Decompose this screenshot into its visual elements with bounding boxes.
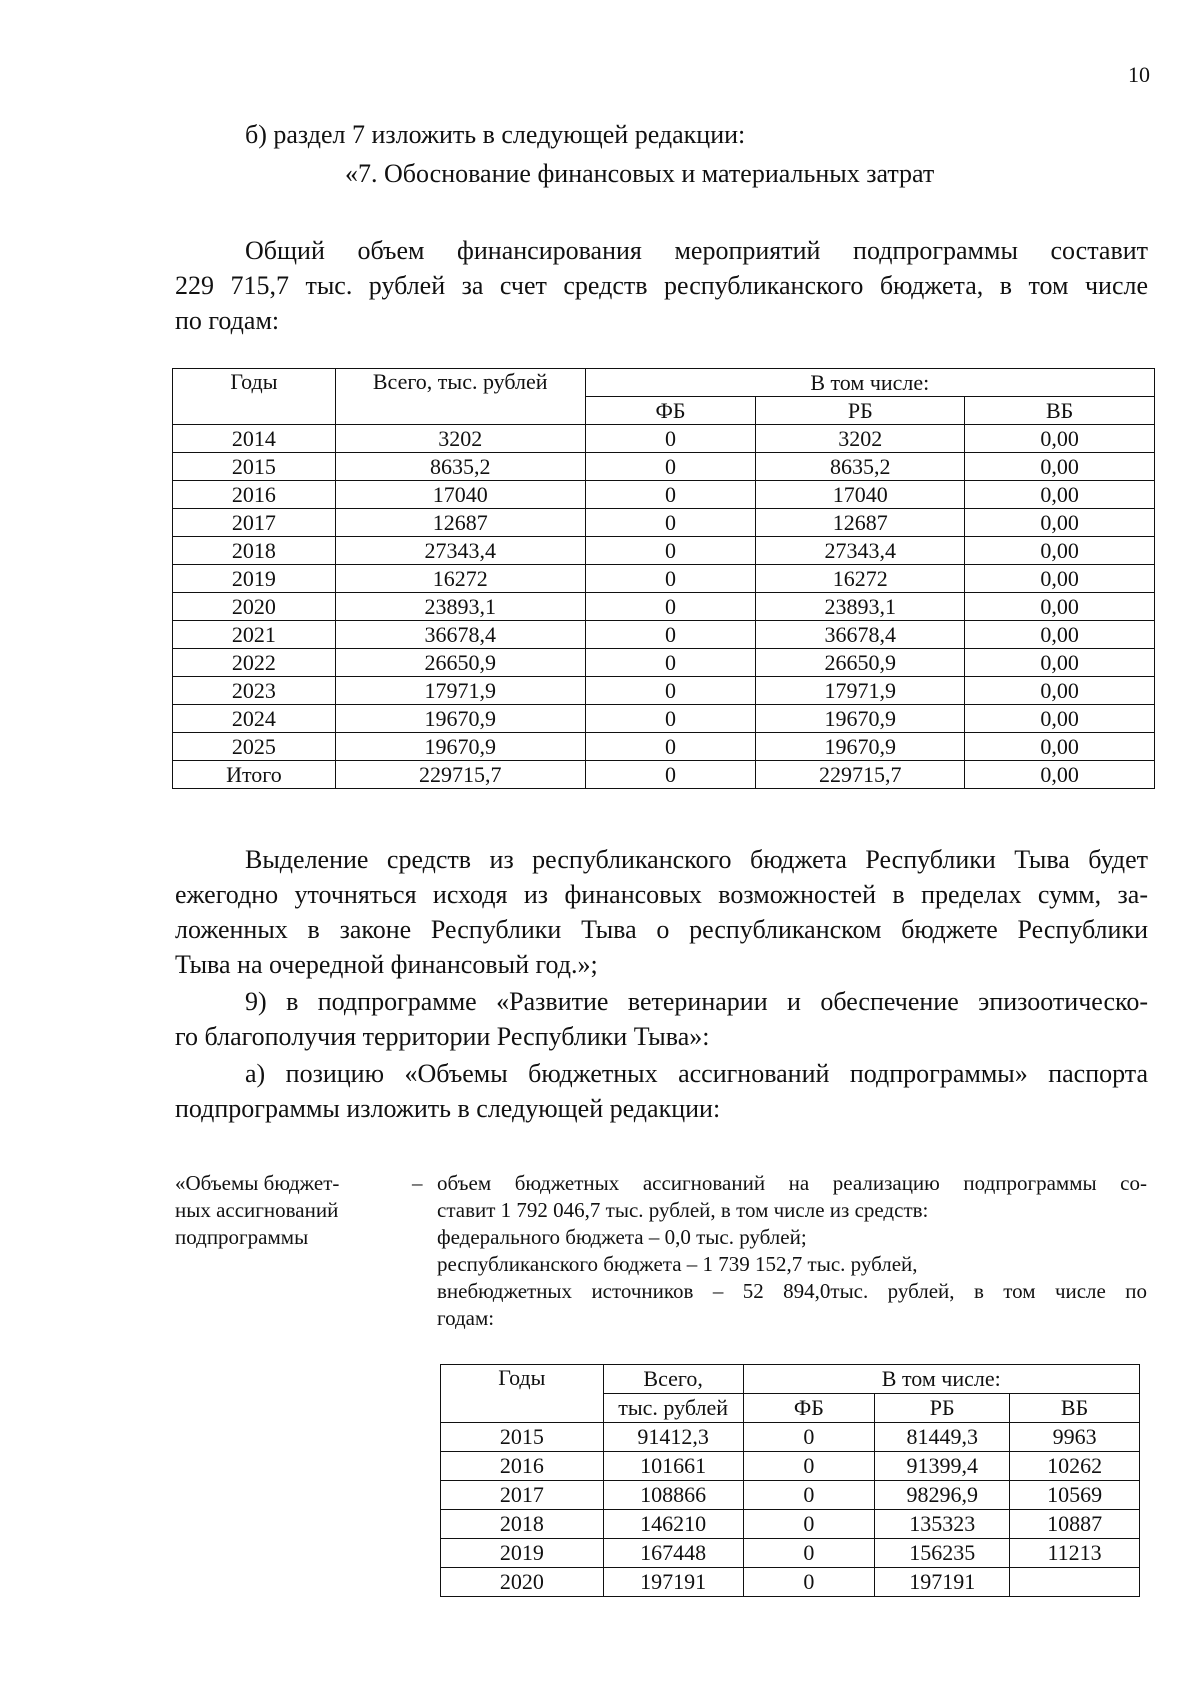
para-line: а) позицию «Объемы бюджетных ассигнований подпрограммы» паспорта bbox=[245, 1059, 1148, 1088]
cell-total: 12687 bbox=[335, 509, 585, 537]
cell-rb: 16272 bbox=[756, 565, 965, 593]
table-row bbox=[173, 593, 1155, 621]
table-row bbox=[173, 425, 1155, 453]
cell-fb: 0 bbox=[585, 677, 756, 705]
cell-fb: 0 bbox=[585, 621, 756, 649]
passport-text-line: федерального бюджета – 0,0 тыс. рублей; bbox=[437, 1225, 807, 1249]
table-row bbox=[441, 1452, 1140, 1481]
cell-vb: 10569 bbox=[1010, 1481, 1140, 1510]
cell-year: 2014 bbox=[173, 425, 336, 453]
table-row bbox=[441, 1481, 1140, 1510]
passport-text-line: внебюджетных источников – 52 894,0тыс. рублей, в том числе по bbox=[437, 1279, 1147, 1303]
cell-fb: 0 bbox=[743, 1539, 875, 1568]
cell-vb: 11213 bbox=[1010, 1539, 1140, 1568]
cell-fb: 0 bbox=[585, 649, 756, 677]
cell-total: 146210 bbox=[603, 1510, 743, 1539]
cell-total: 26650,9 bbox=[335, 649, 585, 677]
cell-rb: 36678,4 bbox=[756, 621, 965, 649]
cell-rb: 12687 bbox=[756, 509, 965, 537]
header-years: Годы bbox=[173, 369, 336, 425]
cell-vb bbox=[1010, 1568, 1140, 1597]
cell-year: 2017 bbox=[441, 1481, 604, 1510]
cell-rb: 26650,9 bbox=[756, 649, 965, 677]
intro-paragraph bbox=[175, 233, 1148, 338]
passport-text bbox=[437, 1170, 1147, 1332]
table-row bbox=[173, 733, 1155, 761]
cell-rb: 23893,1 bbox=[756, 593, 965, 621]
cell-rb: 8635,2 bbox=[756, 453, 965, 481]
cell-total: 36678,4 bbox=[335, 621, 585, 649]
cell-vb: 0,00 bbox=[965, 425, 1155, 453]
header-total: Всего, bbox=[603, 1365, 743, 1394]
header-fb: ФБ bbox=[585, 397, 756, 425]
cell-rb: 98296,9 bbox=[875, 1481, 1010, 1510]
cell-fb: 0 bbox=[585, 593, 756, 621]
table-row bbox=[441, 1510, 1140, 1539]
cell-year: 2021 bbox=[173, 621, 336, 649]
cell-rb: 19670,9 bbox=[756, 733, 965, 761]
cell-vb: 10887 bbox=[1010, 1510, 1140, 1539]
cell-year: 2022 bbox=[173, 649, 336, 677]
passport-label-line: подпрограммы bbox=[175, 1225, 309, 1249]
table-row bbox=[173, 705, 1155, 733]
cell-vb: 0,00 bbox=[965, 565, 1155, 593]
cell-vb: 10262 bbox=[1010, 1452, 1140, 1481]
header-rb: РБ bbox=[756, 397, 965, 425]
cell-vb: 0,00 bbox=[965, 621, 1155, 649]
cell-year: Итого bbox=[173, 761, 336, 789]
header-vb: ВБ bbox=[965, 397, 1155, 425]
cell-fb: 0 bbox=[585, 509, 756, 537]
cell-year: 2019 bbox=[173, 565, 336, 593]
cell-fb: 0 bbox=[585, 453, 756, 481]
cell-vb: 0,00 bbox=[965, 761, 1155, 789]
cell-total: 91412,3 bbox=[603, 1423, 743, 1452]
para-line: го благополучия территории Республики Тыва»: bbox=[175, 1022, 710, 1051]
table-row bbox=[173, 677, 1155, 705]
cell-year: 2016 bbox=[173, 481, 336, 509]
cell-total: 197191 bbox=[603, 1568, 743, 1597]
para-line: Тыва на очередной финансовый год.»; bbox=[175, 950, 598, 979]
cell-rb: 229715,7 bbox=[756, 761, 965, 789]
para-line: подпрограммы изложить в следующей редакции: bbox=[175, 1094, 721, 1123]
para-line: Выделение средств из республиканского бюджета Республики Тыва будет bbox=[245, 845, 1148, 874]
passport-label-line: «Объемы бюджет- bbox=[175, 1171, 340, 1195]
cell-rb: 19670,9 bbox=[756, 705, 965, 733]
cell-rb: 17971,9 bbox=[756, 677, 965, 705]
cell-fb: 0 bbox=[743, 1481, 875, 1510]
veterinary-financing-table bbox=[440, 1364, 1140, 1597]
table-row bbox=[173, 649, 1155, 677]
para-line: ежегодно уточняться исходя из финансовых возможностей в пределах сумм, за- bbox=[175, 880, 1148, 909]
table-row bbox=[173, 537, 1155, 565]
cell-vb: 0,00 bbox=[965, 593, 1155, 621]
header-vb: ВБ bbox=[1010, 1394, 1140, 1423]
cell-total: 23893,1 bbox=[335, 593, 585, 621]
table-row bbox=[173, 565, 1155, 593]
cell-vb: 0,00 bbox=[965, 509, 1155, 537]
header-years: Годы bbox=[441, 1365, 604, 1423]
header-rb: РБ bbox=[875, 1394, 1010, 1423]
cell-rb: 17040 bbox=[756, 481, 965, 509]
cell-year: 2015 bbox=[173, 453, 336, 481]
cell-year: 2025 bbox=[173, 733, 336, 761]
cell-total: 17971,9 bbox=[335, 677, 585, 705]
cell-rb: 156235 bbox=[875, 1539, 1010, 1568]
header-including: В том числе: bbox=[743, 1365, 1139, 1394]
cell-vb: 0,00 bbox=[965, 705, 1155, 733]
cell-total: 108866 bbox=[603, 1481, 743, 1510]
cell-total: 167448 bbox=[603, 1539, 743, 1568]
cell-fb: 0 bbox=[585, 733, 756, 761]
header-including: В том числе: bbox=[585, 369, 1154, 397]
cell-year: 2018 bbox=[441, 1510, 604, 1539]
para-line: 9) в подпрограмме «Развитие ветеринарии и обеспечение эпизоотическо- bbox=[245, 987, 1148, 1016]
table-row bbox=[441, 1539, 1140, 1568]
table-row bbox=[441, 1568, 1140, 1597]
cell-fb: 0 bbox=[585, 705, 756, 733]
para-funding-note bbox=[175, 842, 1148, 982]
cell-vb: 0,00 bbox=[965, 453, 1155, 481]
passport-label bbox=[175, 1170, 395, 1251]
passport-text-line: ставит 1 792 046,7 тыс. рублей, в том числе из средств: bbox=[437, 1198, 929, 1222]
cell-year: 2023 bbox=[173, 677, 336, 705]
intro-line: по годам: bbox=[175, 306, 280, 335]
table-row bbox=[173, 761, 1155, 789]
cell-rb: 135323 bbox=[875, 1510, 1010, 1539]
passport-text-line: республиканского бюджета – 1 739 152,7 тыс. рублей, bbox=[437, 1252, 918, 1276]
cell-fb: 0 bbox=[585, 481, 756, 509]
passport-dash: – bbox=[412, 1171, 423, 1195]
para-line: ложенных в законе Республики Тыва о республиканском бюджете Республики bbox=[175, 915, 1148, 944]
cell-year: 2017 bbox=[173, 509, 336, 537]
passport-text-line: годам: bbox=[437, 1306, 495, 1330]
passport-text-line: объем бюджетных ассигнований на реализацию подпрограммы со- bbox=[437, 1171, 1147, 1195]
page-number: 10 bbox=[1128, 62, 1150, 87]
intro-line: 229 715,7 тыс. рублей за счет средств республиканского бюджета, в том числе bbox=[175, 271, 1148, 300]
cell-year: 2019 bbox=[441, 1539, 604, 1568]
cell-year: 2020 bbox=[441, 1568, 604, 1597]
cell-total: 101661 bbox=[603, 1452, 743, 1481]
cell-fb: 0 bbox=[585, 537, 756, 565]
table-row bbox=[173, 509, 1155, 537]
cell-total: 19670,9 bbox=[335, 733, 585, 761]
cell-year: 2018 bbox=[173, 537, 336, 565]
cell-fb: 0 bbox=[743, 1452, 875, 1481]
cell-vb: 9963 bbox=[1010, 1423, 1140, 1452]
cell-total: 17040 bbox=[335, 481, 585, 509]
para-position-a bbox=[175, 1056, 1148, 1126]
cell-vb: 0,00 bbox=[965, 733, 1155, 761]
section-b-heading: б) раздел 7 изложить в следующей редакции: bbox=[245, 120, 746, 149]
cell-year: 2024 bbox=[173, 705, 336, 733]
header-total: Всего, тыс. рублей bbox=[335, 369, 585, 425]
cell-fb: 0 bbox=[585, 565, 756, 593]
table-row bbox=[441, 1423, 1140, 1452]
cell-rb: 3202 bbox=[756, 425, 965, 453]
cell-total: 19670,9 bbox=[335, 705, 585, 733]
cell-rb: 91399,4 bbox=[875, 1452, 1010, 1481]
header-total-unit: тыс. рублей bbox=[603, 1394, 743, 1423]
cell-fb: 0 bbox=[743, 1568, 875, 1597]
table-row bbox=[173, 481, 1155, 509]
cell-vb: 0,00 bbox=[965, 649, 1155, 677]
cell-total: 27343,4 bbox=[335, 537, 585, 565]
header-fb: ФБ bbox=[743, 1394, 875, 1423]
cell-fb: 0 bbox=[585, 761, 756, 789]
cell-vb: 0,00 bbox=[965, 481, 1155, 509]
cell-rb: 81449,3 bbox=[875, 1423, 1010, 1452]
cell-rb: 27343,4 bbox=[756, 537, 965, 565]
cell-year: 2020 bbox=[173, 593, 336, 621]
para-subprogram-9 bbox=[175, 984, 1148, 1054]
cell-year: 2015 bbox=[441, 1423, 604, 1452]
cell-total: 16272 bbox=[335, 565, 585, 593]
section-7-title: «7. Обоснование финансовых и материальных затрат bbox=[345, 159, 935, 188]
cell-year: 2016 bbox=[441, 1452, 604, 1481]
cell-vb: 0,00 bbox=[965, 537, 1155, 565]
cell-vb: 0,00 bbox=[965, 677, 1155, 705]
passport-label-line: ных ассигнований bbox=[175, 1198, 339, 1222]
cell-rb: 197191 bbox=[875, 1568, 1010, 1597]
financing-table bbox=[172, 368, 1155, 789]
cell-fb: 0 bbox=[743, 1423, 875, 1452]
cell-fb: 0 bbox=[585, 425, 756, 453]
intro-line: Общий объем финансирования мероприятий подпрограммы составит bbox=[245, 236, 1148, 265]
cell-total: 8635,2 bbox=[335, 453, 585, 481]
table-row bbox=[173, 621, 1155, 649]
cell-total: 3202 bbox=[335, 425, 585, 453]
table-row bbox=[173, 453, 1155, 481]
cell-fb: 0 bbox=[743, 1510, 875, 1539]
cell-total: 229715,7 bbox=[335, 761, 585, 789]
